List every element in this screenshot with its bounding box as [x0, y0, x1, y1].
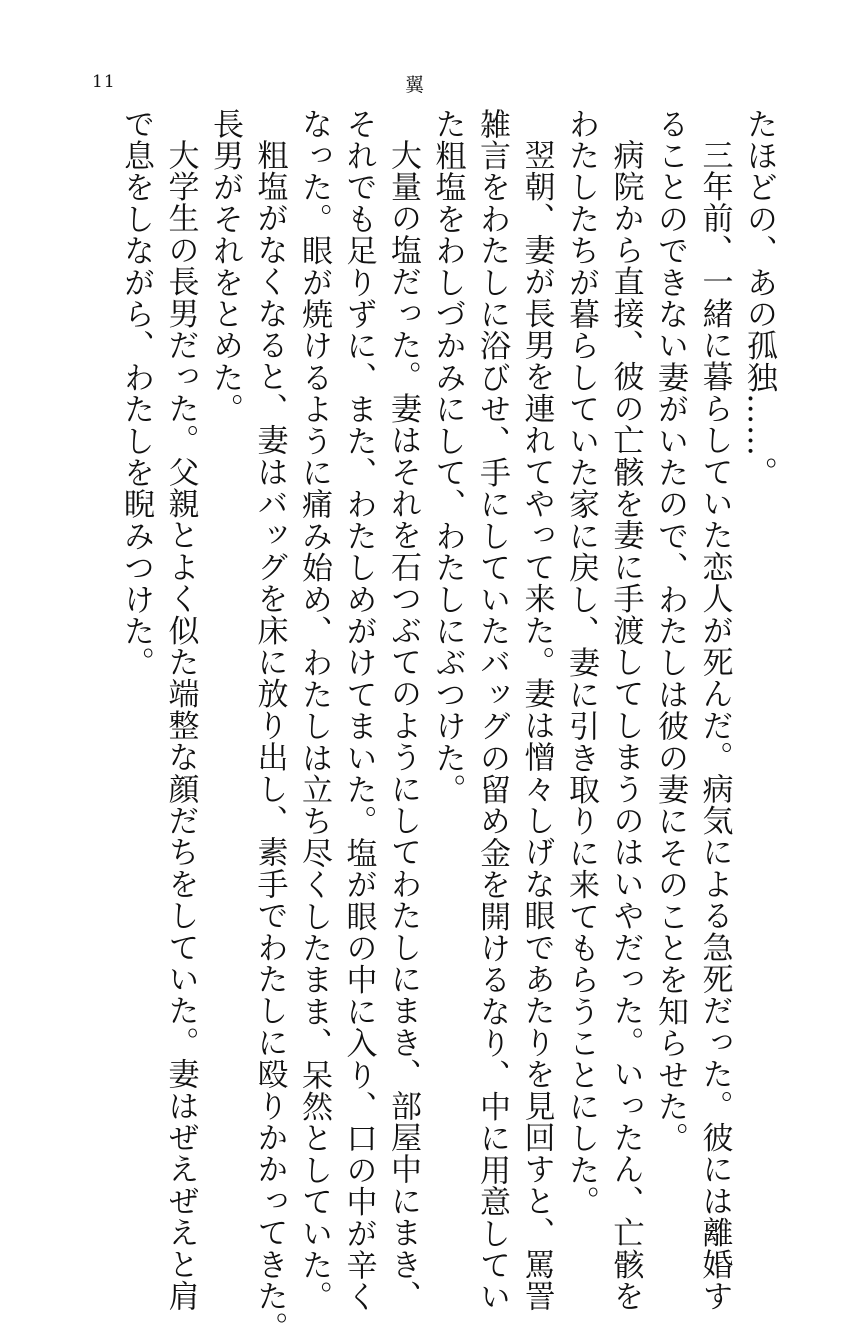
text-column: 三年前、一緒に暮らしていた恋人が死んだ。病気による急死だった。彼には離婚す — [696, 139, 733, 1312]
text-column: わたしたちが暮らしていた家に戻し、妻に引き取りに来てもらうことにした。 — [563, 108, 599, 1218]
page-number: 11 — [92, 72, 116, 92]
running-title: 翼 — [405, 74, 425, 96]
text-column: 翌朝、妻が長男を連れてやって来た。妻は憎々しげな眼であたりを見回すと、罵詈 — [518, 139, 555, 1312]
text-column: 病院から直接、彼の亡骸を妻に手渡してしまうのはいやだった。いったん、亡骸を — [607, 139, 644, 1312]
text-column: 長男がそれをとめた。 — [207, 108, 243, 425]
text-column: 大量の塩だった。妻はそれを石つぶてのようにしてわたしにまき、部屋中にまき、 — [385, 139, 421, 1312]
text-column: たほどの、あの孤独……。 — [741, 108, 777, 489]
text-column: それでも足りずに、また、わたしめがけてまいた。塩が眼の中に入り、口の中が辛く — [340, 108, 377, 1313]
body-text — [114, 108, 782, 1344]
text-column: で息をしながら、わたしを睨みつけた。 — [118, 108, 154, 679]
text-column: なった。眼が焼けるように痛み始め、わたしは立ち尽くしたまま、呆然としていた。 — [296, 108, 332, 1313]
text-column: 雑言をわたしに浴びせ、手にしていたバッグの留め金を開けるなり、中に用意してい — [474, 108, 510, 1313]
text-column: 大学生の長男だった。父親とよく似た端整な顔だちをしていた。妻はぜえぜえと肩 — [162, 139, 199, 1312]
text-column: た粗塩をわしづかみにして、わたしにぶつけた。 — [429, 108, 466, 806]
text-column: ることのできない妻がいたので、わたしは彼の妻にそのことを知らせた。 — [652, 108, 688, 1155]
text-column: 粗塩がなくなると、妻はバッグを床に放り出し、素手でわたしに殴りかかってきた。 — [251, 139, 288, 1344]
